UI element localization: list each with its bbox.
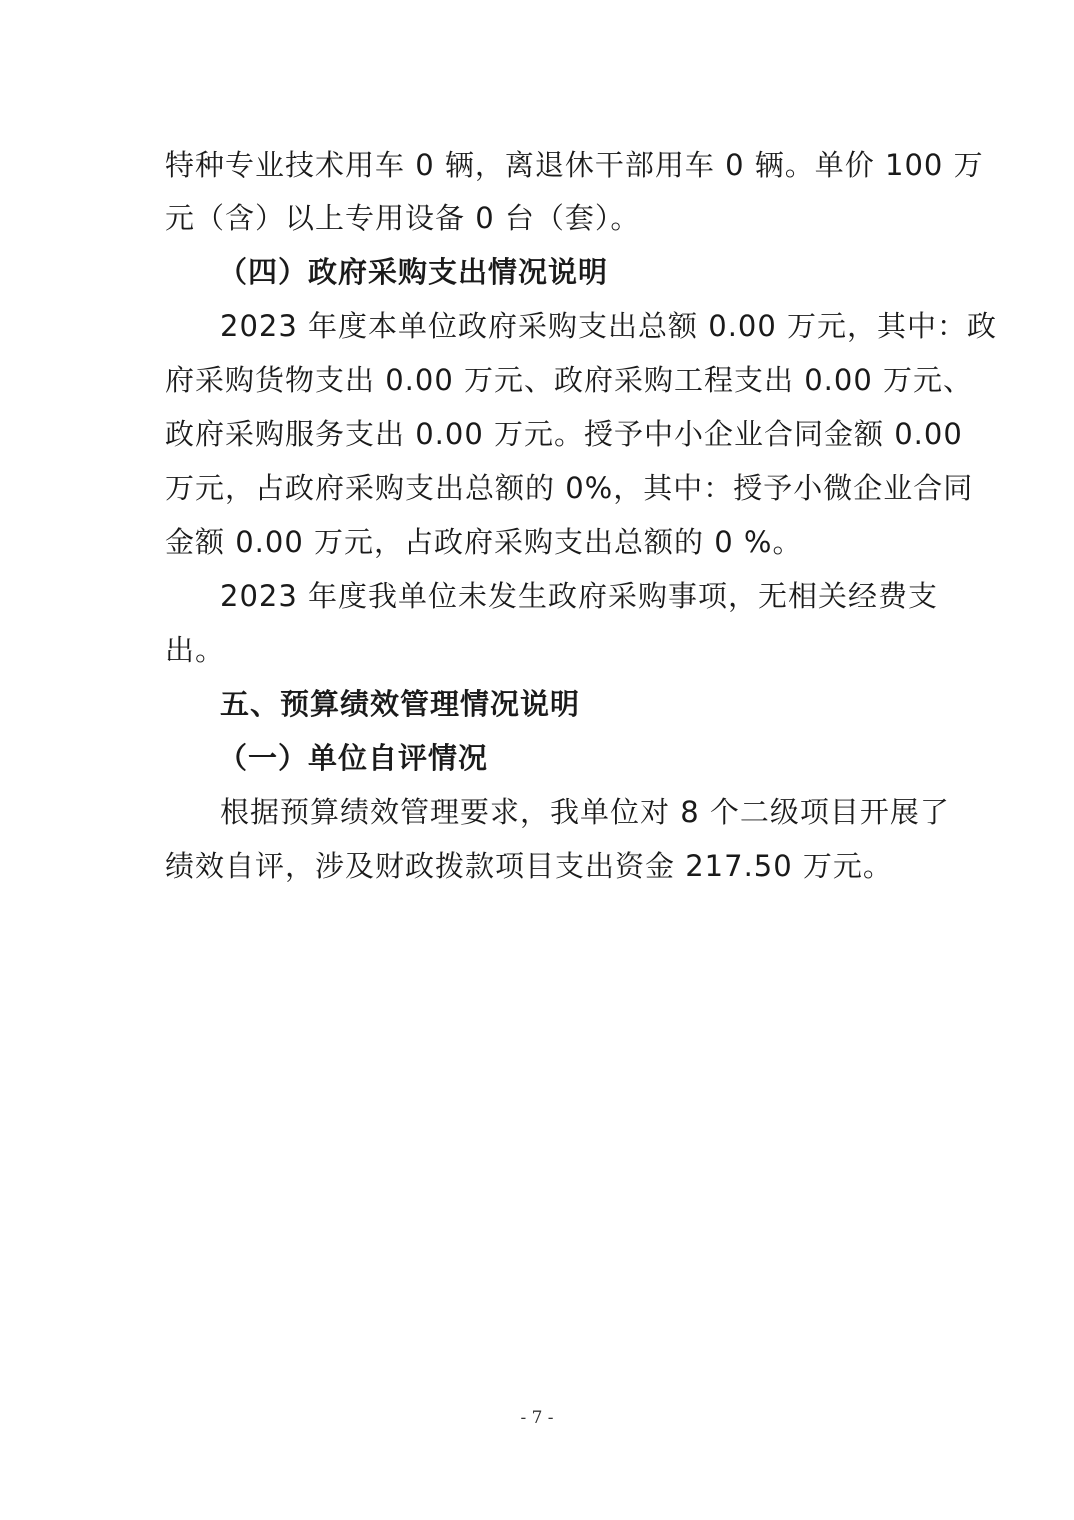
paragraph-self-evaluation-line-2: 绩效自评，涉及财政拨款项目支出资金 217.50 万元。 [165,849,893,883]
paragraph-no-procurement-line-1: 2023 年度我单位未发生政府采购事项，无相关经费支 [220,579,939,613]
paragraph-procurement-line-3: 政府采购服务支出 0.00 万元。授予中小企业合同金额 0.00 [165,417,963,451]
paragraph-procurement-line-1: 2023 年度本单位政府采购支出总额 0.00 万元，其中：政 [220,309,998,343]
heading-self-evaluation: （一）单位自评情况 [218,741,489,775]
paragraph-procurement-line-4: 万元，占政府采购支出总额的 0%，其中：授予小微企业合同 [165,471,974,505]
paragraph-procurement-line-5: 金额 0.00 万元，占政府采购支出总额的 0 %。 [165,525,803,559]
paragraph-vehicles-line-1: 特种专业技术用车 0 辆，离退休干部用车 0 辆。单价 100 万 [165,148,984,182]
heading-performance: 五、预算绩效管理情况说明 [220,687,581,721]
paragraph-procurement-line-2: 府采购货物支出 0.00 万元、政府采购工程支出 0.00 万元、 [165,363,974,397]
paragraph-no-procurement-line-2: 出。 [165,633,226,667]
heading-procurement: （四）政府采购支出情况说明 [218,255,609,289]
paragraph-vehicles-line-2: 元（含）以上专用设备 0 台（套）。 [165,201,641,235]
page-number: - 7 - [520,1408,554,1428]
paragraph-self-evaluation-line-1: 根据预算绩效管理要求，我单位对 8 个二级项目开展了 [220,795,950,829]
